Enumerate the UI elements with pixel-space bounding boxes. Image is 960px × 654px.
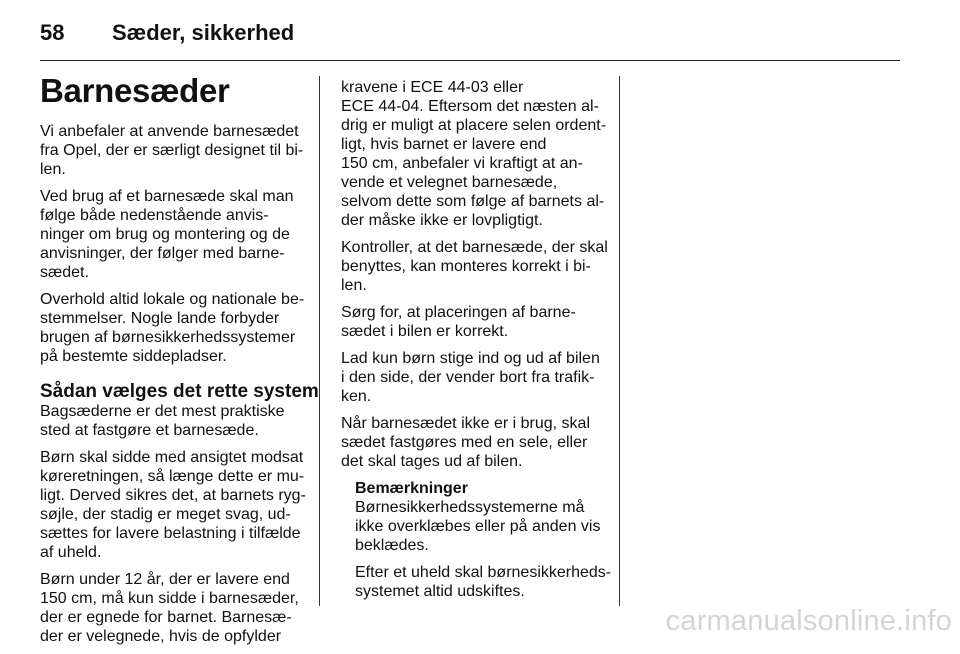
paragraph [40, 290, 304, 366]
text-line: sædet. [40, 264, 89, 281]
text-line: Børn under 12 år, der er lavere end [40, 571, 290, 588]
text-line: Ved brug af et barnesæde skal man [40, 188, 294, 205]
text-line: beklædes. [355, 537, 429, 554]
text-line: stemmelser. Nogle lande forbyder [40, 310, 280, 327]
note-box [355, 479, 612, 601]
paragraph [341, 78, 605, 230]
text-line: søjle, der stadig er meget svag, ud- [40, 506, 291, 523]
paragraph [341, 414, 605, 471]
paragraph [40, 187, 304, 282]
text-line: len. [341, 277, 367, 294]
paragraph [40, 122, 304, 179]
text-line: brugen af børnesikkerhedssystemer [40, 329, 296, 346]
text-line: Kontroller, at det barnesæde, der skal [341, 239, 608, 256]
text-line: Vi anbefaler at anvende barnesædet [40, 123, 299, 140]
paragraph [40, 570, 304, 646]
column-divider-right [619, 76, 620, 606]
left-column [40, 72, 319, 654]
paragraph [341, 238, 608, 295]
paragraph [40, 448, 304, 562]
text-line: på bestemte siddepladser. [40, 348, 227, 365]
paragraph [341, 349, 605, 406]
text-line: systemet altid udskiftes. [355, 583, 525, 600]
text-line: Bagsæderne er det mest praktiske [40, 403, 285, 420]
column-divider [319, 76, 320, 606]
text-line: benyttes, kan monteres korrekt i bi- [341, 258, 591, 275]
text-line: Efter et uheld skal børnesikkerheds- [355, 564, 612, 581]
text-line: selvom dette som følge af barnets al- [341, 193, 605, 210]
text-line: anvisninger, der følger med barne- [40, 245, 285, 262]
text-line: Børnesikkerhedssystemerne må [355, 499, 585, 516]
text-line: Børn skal sidde med ansigtet modsat [40, 449, 304, 466]
text-line: det skal tages ud af bilen. [341, 453, 523, 470]
text-line: ken. [341, 388, 372, 405]
text-line: Lad kun børn stige ind og ud af bilen [341, 350, 600, 367]
note-paragraph [355, 563, 612, 601]
text-line: der måske ikke er lovpligtigt. [341, 212, 543, 229]
text-line: Sørg for, at placeringen af barne- [341, 304, 576, 321]
page-number: 58 [40, 20, 65, 45]
text-line: der er velegnede, hvis de opfylder [40, 628, 282, 645]
subheading: Sådan vælges det rette system [40, 381, 319, 402]
text-line: ligt, hvis barnet er lavere end [341, 136, 547, 153]
section-title: Sæder, sikkerhed [112, 20, 295, 45]
text-line: sædet fastgøres med en sele, eller [341, 434, 588, 451]
text-line: sædet i bilen er korrekt. [341, 323, 509, 340]
page-title: Barnesæder [40, 72, 230, 109]
text-line: sættes for lavere belastning i tilfælde [40, 525, 301, 542]
paragraph [40, 402, 304, 440]
text-line: len. [40, 161, 66, 178]
text-line: fra Opel, der er særligt designet til bi- [40, 142, 304, 159]
text-line: ligt. Derved sikres det, at barnets ryg- [40, 487, 306, 504]
header-rule [40, 60, 900, 61]
note-title: Bemærkninger [355, 480, 468, 497]
text-line: kravene i ECE 44-03 eller [341, 79, 524, 96]
text-line: køreretningen, så længe dette er mu- [40, 468, 305, 485]
text-line: i den side, der vender bort fra trafik- [341, 369, 595, 386]
paragraph [341, 303, 605, 341]
text-line: drig er muligt at placere selen ordent- [341, 117, 607, 134]
text-line: sted at fastgøre et barnesæde. [40, 422, 259, 439]
text-line: Når barnesædet ikke er i brug, skal [341, 415, 590, 432]
text-line: 150 cm, må kun sidde i barnesæder, [40, 590, 299, 607]
text-line: af uheld. [40, 544, 102, 561]
text-line: vende et velegnet barnesæde, [341, 174, 558, 191]
text-line: ninger om brug og montering og de [40, 226, 290, 243]
text-line: 150 cm, anbefaler vi kraftigt at an- [341, 155, 583, 172]
right-column [341, 78, 612, 609]
note-paragraph [355, 498, 605, 555]
watermark: carmanualsonline.info [665, 605, 952, 637]
text-line: der er egnede for barnet. Barnesæ- [40, 609, 292, 626]
page-header [40, 20, 294, 46]
text-line: ECE 44-04. Eftersom det næsten al- [341, 98, 599, 115]
text-line: Overhold altid lokale og nationale be- [40, 291, 305, 308]
text-line: ikke overklæbes eller på anden vis [355, 518, 601, 535]
text-line: følge både nedenstående anvis- [40, 207, 269, 224]
